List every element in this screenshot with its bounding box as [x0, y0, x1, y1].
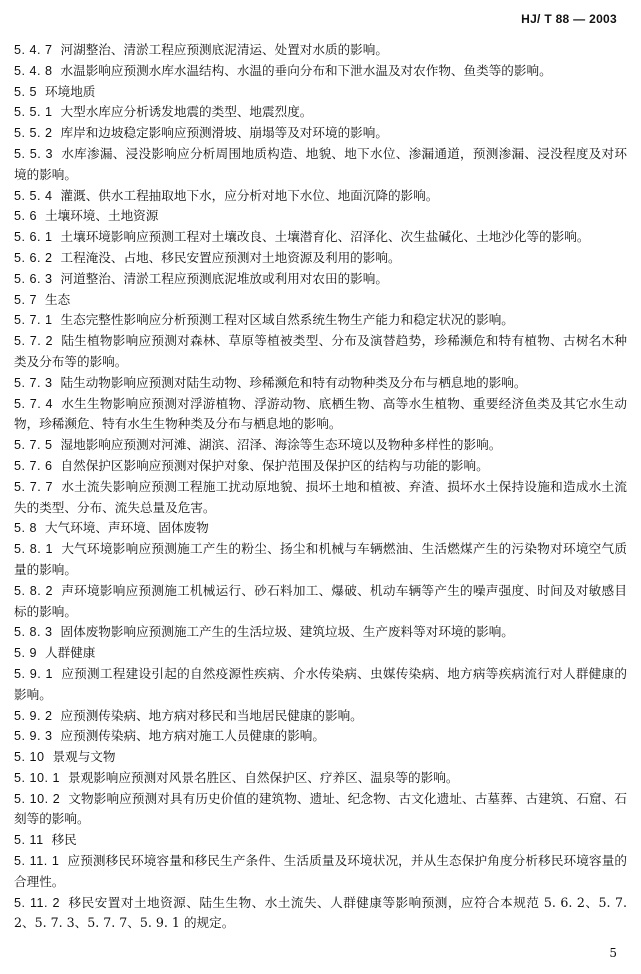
clause-number: 5. 11. 2 — [14, 895, 61, 910]
clause-number: 5. 7. 4 — [14, 396, 54, 411]
clause-line — [14, 61, 627, 82]
clause-line — [14, 622, 627, 643]
section-heading — [14, 206, 627, 227]
section-title: 环境地质 — [45, 83, 96, 99]
clause-number: 5. 5. 2 — [14, 126, 53, 141]
clause-text: 灌溉、供水工程抽取地下水，应分析对地下水位、地面沉降的影响。 — [60, 187, 439, 203]
clause-text: 景观影响应预测对风景名胜区、自然保护区、疗养区、温泉等的影响。 — [68, 769, 459, 785]
clause-text: 生态完整性影响应分析预测工程对区域自然系统生物生产能力和稳定状况的影响。 — [60, 312, 514, 328]
clause-text: 应预测传染病、地方病对移民和当地居民健康的影响。 — [60, 707, 363, 723]
clause-line — [14, 539, 627, 581]
clause-number: 5. 6. 2 — [14, 250, 53, 265]
section-heading — [14, 643, 627, 664]
section-number: 5. 10 — [14, 750, 45, 765]
section-title: 人群健康 — [45, 645, 96, 661]
clause-number: 5. 5. 4 — [14, 188, 53, 203]
clause-text: 固体废物影响应预测施工产生的生活垃圾、建筑垃圾、生产废料等对环境的影响。 — [60, 624, 514, 640]
section-heading — [14, 290, 627, 311]
section-title: 景观与文物 — [52, 749, 116, 765]
section-title: 生态 — [45, 291, 71, 307]
clause-number: 5. 8. 3 — [14, 625, 53, 640]
section-title: 土壤环境、土地资源 — [45, 208, 159, 224]
document-body — [14, 40, 627, 934]
clause-line — [14, 726, 627, 747]
clause-number: 5. 9. 1 — [14, 666, 54, 681]
section-heading — [14, 518, 627, 539]
clause-line — [14, 144, 627, 186]
clause-text: 大气环境影响应预测施工产生的粉尘、扬尘和机械与车辆燃油、生活燃煤产生的污染物对环境空气质量的影响。 — [14, 541, 627, 577]
clause-text: 文物影响应预测对具有历史价值的建筑物、遗址、纪念物、古文化遗址、古墓葬、古建筑、石窟、石刻等的影响。 — [14, 790, 628, 827]
clause-text: 库岸和边坡稳定影响应预测滑坡、崩塌等及对环境的影响。 — [60, 125, 388, 141]
clause-number: 5. 5. 3 — [14, 146, 54, 161]
clause-text: 水温影响应预测水库水温结构、水温的垂向分布和下泄水温及对农作物、鱼类等的影响。 — [60, 62, 552, 78]
clause-number: 5. 9. 3 — [14, 729, 53, 744]
section-heading — [14, 82, 627, 103]
section-title: 大气环境、声环境、固体废物 — [45, 520, 209, 536]
clause-line — [14, 269, 627, 290]
clause-line — [14, 331, 627, 373]
clause-line — [14, 102, 627, 123]
clause-number: 5. 9. 2 — [14, 708, 53, 723]
clause-line — [14, 186, 627, 207]
clause-line — [14, 394, 627, 436]
clause-number: 5. 6. 3 — [14, 271, 53, 286]
clause-line — [14, 123, 627, 144]
clause-number: 5. 4. 7 — [14, 43, 53, 57]
clause-text: 大型水库应分析诱发地震的类型、地震烈度。 — [60, 104, 313, 120]
clause-line — [14, 477, 627, 519]
clause-text: 河道整治、清淤工程应预测底泥堆放或利用对农田的影响。 — [60, 270, 388, 286]
clause-number: 5. 10. 2 — [14, 791, 61, 806]
clause-line — [14, 227, 627, 248]
clause-line — [14, 310, 627, 331]
clause-line — [14, 789, 627, 831]
clause-number: 5. 8. 2 — [14, 583, 54, 598]
section-heading — [14, 830, 627, 851]
clause-text: 水库渗漏、浸没影响应分析周围地质构造、地貌、地下水位、渗漏通道，预测渗漏、浸没程度及对环境的影响。 — [14, 145, 627, 182]
clause-line — [14, 40, 627, 61]
clause-line — [14, 435, 627, 456]
section-number: 5. 9 — [14, 646, 38, 661]
clause-text: 应预测工程建设引起的自然疫源性疾病、介水传染病、虫媒传染病、地方病等疾病流行对人群健康的影响。 — [14, 665, 627, 702]
clause-number: 5. 7. 2 — [14, 334, 54, 349]
clause-number: 5. 10. 1 — [14, 770, 61, 785]
section-number: 5. 11 — [14, 833, 44, 848]
clause-number: 5. 8. 1 — [14, 542, 54, 557]
clause-text: 声环境影响应预测施工机械运行、砂石料加工、爆破、机动车辆等产生的噪声强度、时间及对敏感目标的影响。 — [14, 582, 627, 619]
clause-text: 水土流失影响应预测工程施工扰动原地貌、损坏土地和植被、弃渣、损坏水土保持设施和造成水土流失的类型、分布、流失总量及危害。 — [14, 478, 627, 515]
clause-text: 应预测移民环境容量和移民生产条件、生活质量及环境状况，并从生态保护角度分析移民环境容量的合理性。 — [14, 853, 628, 889]
clause-text: 陆生动物影响应预测对陆生动物、珍稀濒危和特有动物种类及分布与栖息地的影响。 — [60, 374, 527, 390]
clause-line — [14, 581, 627, 623]
clause-number: 5. 7. 6 — [14, 458, 53, 473]
clause-number: 5. 11. 1 — [14, 854, 60, 869]
section-number: 5. 6 — [14, 209, 38, 224]
clause-number: 5. 6. 1 — [14, 230, 53, 245]
section-title: 移民 — [51, 832, 77, 848]
clause-number: 5. 7. 7 — [14, 479, 54, 494]
clause-text: 工程淹没、占地、移民安置应预测对土地资源及利用的影响。 — [60, 249, 401, 265]
document-code-header: HJ/ T 88 — 2003 — [521, 12, 617, 26]
clause-text: 移民安置对土地资源、陆生生物、水土流失、人群健康等影响预测，应符合本规范 5. 6. 2、5. 7. 2、5. 7. 3、5. 7. 7、5. 9. 1 的规定。 — [14, 894, 628, 931]
clause-number: 5. 4. 8 — [14, 63, 53, 78]
clause-line — [14, 373, 627, 394]
clause-line — [14, 248, 627, 269]
clause-text: 应预测传染病、地方病对施工人员健康的影响。 — [60, 728, 325, 744]
clause-line — [14, 456, 627, 477]
clause-number: 5. 7. 1 — [14, 313, 53, 328]
section-number: 5. 8 — [14, 521, 38, 536]
clause-line — [14, 706, 627, 727]
clause-number: 5. 7. 3 — [14, 375, 53, 390]
clause-number: 5. 7. 5 — [14, 438, 53, 453]
section-heading — [14, 747, 627, 768]
clause-number: 5. 5. 1 — [14, 105, 53, 120]
clause-text: 陆生植物影响应预测对森林、草原等植被类型、分布及演替趋势，珍稀濒危和特有植物、古树名木种类及分布等的影响。 — [14, 333, 627, 369]
clause-line — [14, 768, 627, 789]
clause-text: 土壤环境影响应预测工程对土壤改良、土壤潜育化、沼泽化、次生盐碱化、土地沙化等的影响。 — [60, 229, 590, 245]
clause-line — [14, 893, 627, 935]
clause-text: 湿地影响应预测对河滩、湖滨、沼泽、海涂等生态环境以及物种多样性的影响。 — [60, 437, 502, 453]
clause-text: 河湖整治、清淤工程应预测底泥清运、处置对水质的影响。 — [60, 42, 388, 57]
clause-text: 自然保护区影响应预测对保护对象、保护范围及保护区的结构与功能的影响。 — [60, 457, 489, 473]
page-number: 5 — [609, 946, 617, 960]
clause-text: 水生生物影响应预测对浮游植物、浮游动物、底栖生物、高等水生植物、重要经济鱼类及其它水生动物，珍稀濒危、特有水生生物种类及分布与栖息地的影响。 — [14, 395, 627, 432]
section-number: 5. 5 — [14, 84, 38, 99]
clause-line — [14, 851, 627, 893]
section-number: 5. 7 — [14, 292, 38, 307]
clause-line — [14, 664, 627, 706]
